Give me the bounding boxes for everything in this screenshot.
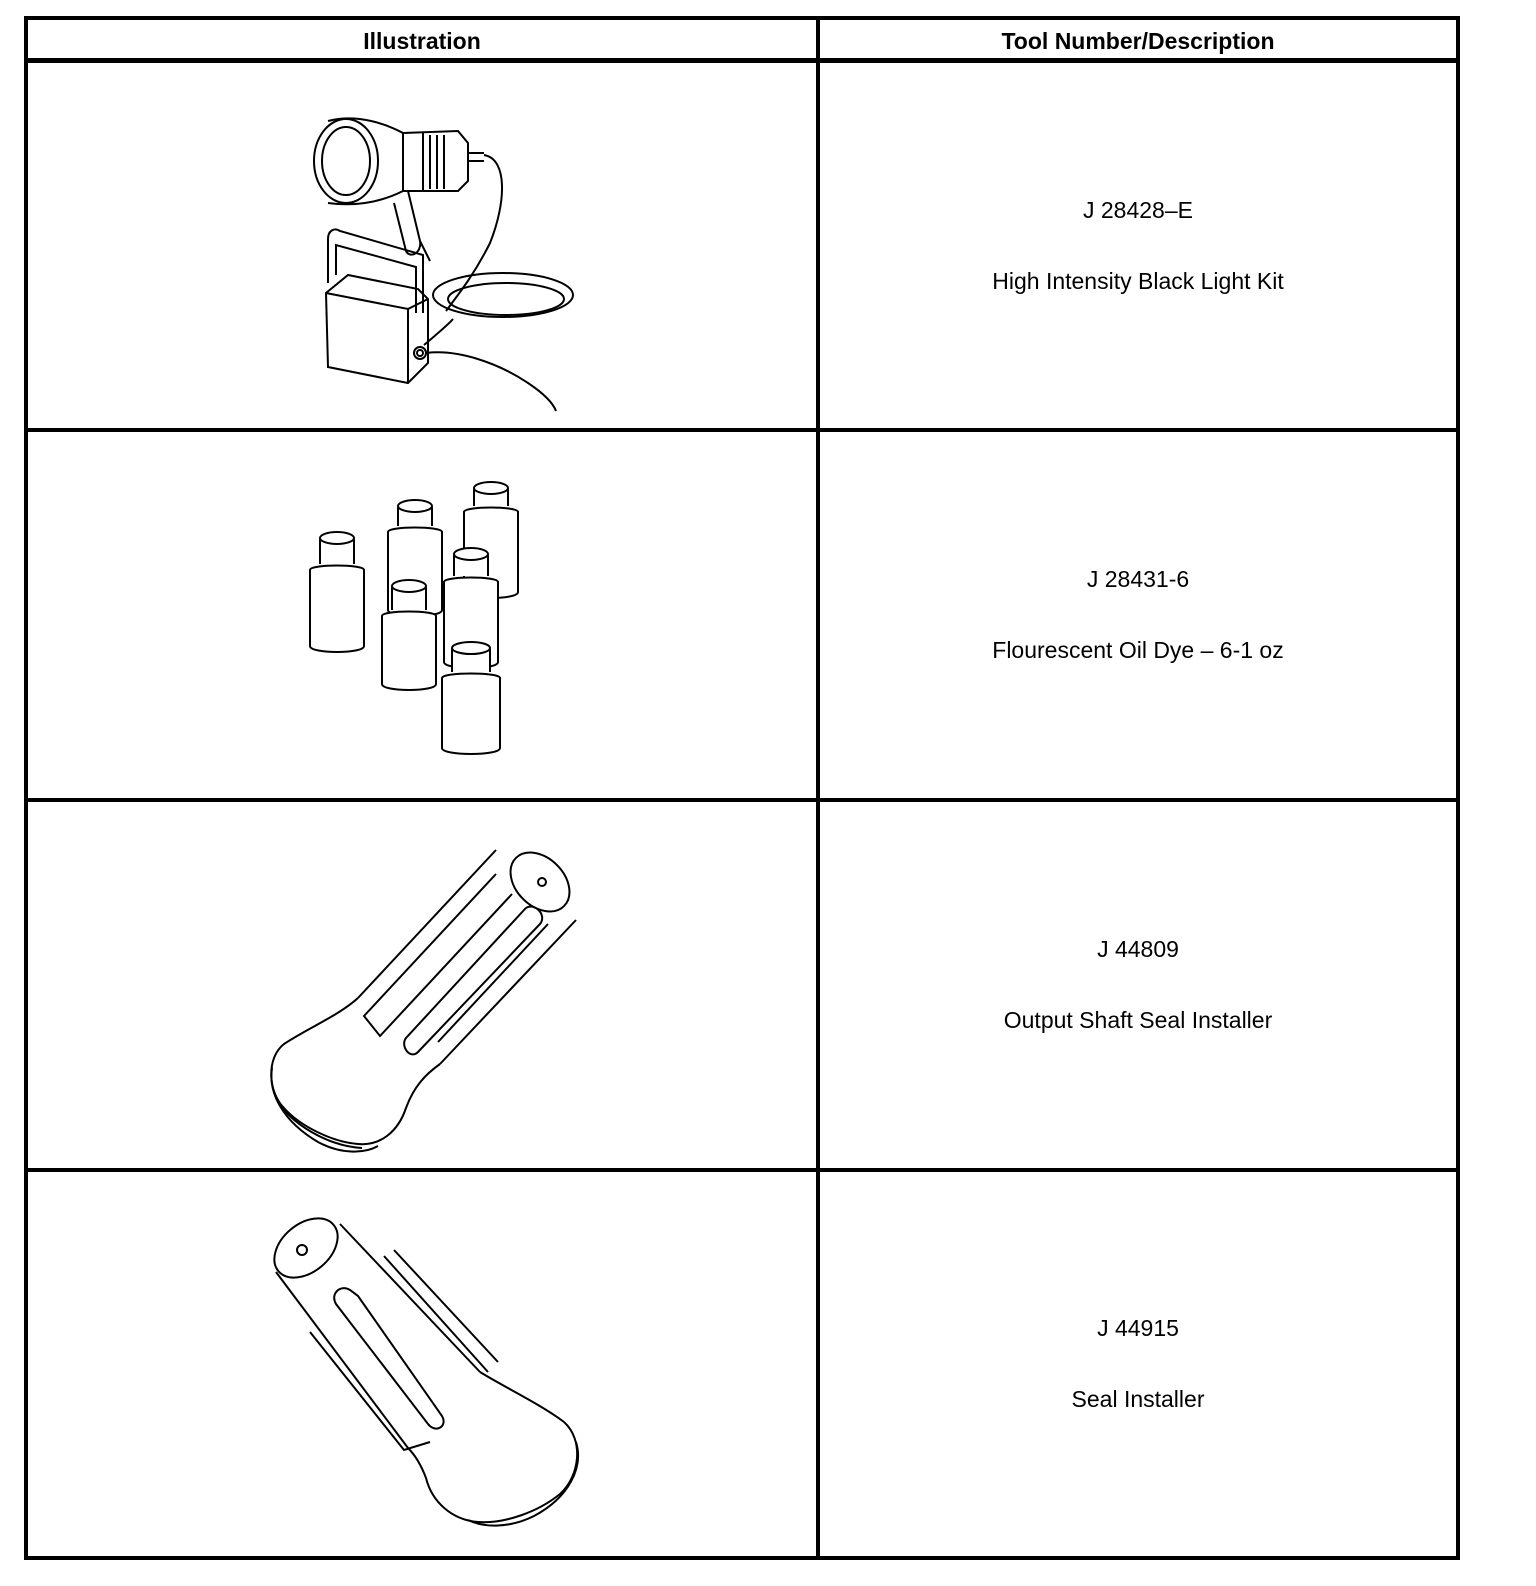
table-row-2-illustration xyxy=(28,432,816,798)
tool-description: High Intensity Black Light Kit xyxy=(992,267,1284,294)
tool-description: Output Shaft Seal Installer xyxy=(1003,1007,1273,1033)
special-tools-table xyxy=(24,16,1460,1560)
oil-dye-bottles-icon xyxy=(28,432,816,798)
seal-installer-icon xyxy=(28,1172,816,1538)
black-light-kit-icon xyxy=(28,63,816,429)
table-row-2-description-cell xyxy=(820,432,1456,798)
table-row-1-description-cell xyxy=(820,63,1456,428)
table-row-1-illustration xyxy=(28,63,816,428)
table-row-3-illustration xyxy=(28,802,816,1168)
tool-number: J 44915 xyxy=(1097,1315,1179,1341)
tool-description: Flourescent Oil Dye – 6-1 oz xyxy=(992,637,1284,663)
table-row-4-description-cell xyxy=(820,1172,1456,1556)
tool-description: Seal Installer xyxy=(1071,1386,1205,1412)
table-row-4-illustration xyxy=(28,1172,816,1556)
tool-number: J 28431-6 xyxy=(1086,566,1190,592)
header-illustration: Illustration xyxy=(363,28,481,54)
header-tool-number-description: Tool Number/Description xyxy=(1001,28,1275,54)
output-shaft-seal-installer-icon xyxy=(28,802,816,1168)
tool-number: J 28428–E xyxy=(1083,196,1193,223)
tool-number: J 44809 xyxy=(1097,936,1179,962)
table-row-3-description-cell xyxy=(820,802,1456,1168)
